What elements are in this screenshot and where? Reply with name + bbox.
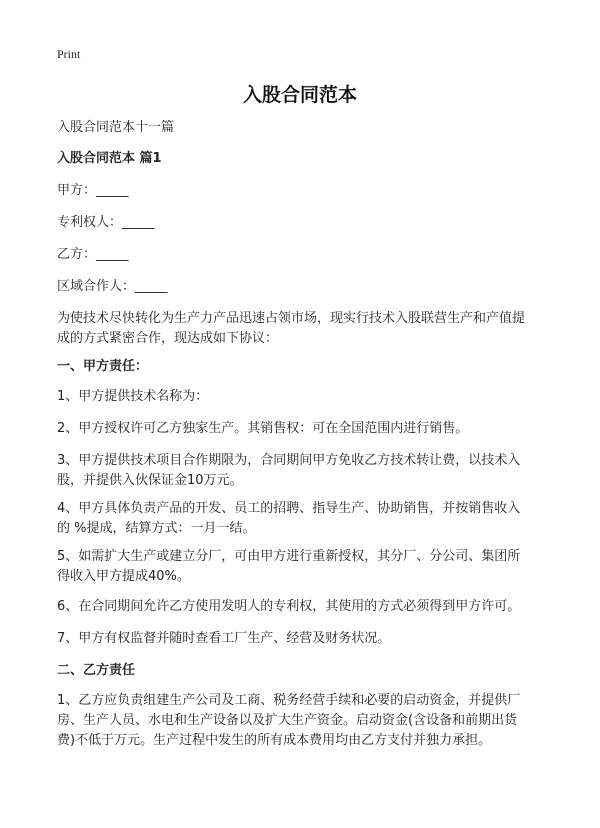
- party-a-item-5-line-2: 得收入甲方提成40%。: [57, 569, 190, 584]
- party-a-item-3-line-2: 股，并提供入伙保证金10万元。: [57, 473, 243, 488]
- party-b-item-1-line-1: 1、乙方应负责组建生产公司及工商、税务经营手续和必要的启动资金，并提供厂: [57, 693, 521, 708]
- party-a-item-7: 7、甲方有权监督并随时查看工厂生产、经营及财务状况。: [57, 631, 391, 646]
- party-line-regional: 区域合作人：_____: [57, 279, 168, 294]
- party-a-item-4-line-1: 4、甲方具体负责产品的开发、员工的招聘、指导生产、协助销售，并按销售收入: [57, 501, 521, 516]
- party-b-item-1-line-3: 费)不低于万元。生产过程中发生的所有成本费用均由乙方支付并独力承担。: [57, 733, 492, 748]
- party-line-b: 乙方：_____: [57, 247, 129, 262]
- intro-line-1: 为使技术尽快转化为生产力产品迅速占领市场，现实行技术入股联营生产和产值提: [57, 311, 526, 326]
- party-a-item-1: 1、甲方提供技术名称为：: [57, 389, 209, 404]
- page-title: 入股合同范本: [242, 84, 357, 106]
- party-b-item-1-line-2: 房、生产人员、水电和生产设备以及扩大生产资金。启动资金(含设备和前期出货: [57, 713, 518, 728]
- party-a-item-2: 2、甲方授权许可乙方独家生产。其销售权：可在全国范围内进行销售。: [57, 421, 469, 436]
- party-a-item-4-line-2: 的 %提成，结算方式：一月一结。: [57, 521, 256, 536]
- party-a-heading: 一、甲方责任：: [57, 359, 149, 374]
- party-a-item-5-line-1: 5、如需扩大生产或建立分厂，可由甲方进行重新授权，其分厂、分公司、集团所: [57, 549, 521, 564]
- section-heading: 入股合同范本 篇1: [57, 151, 162, 166]
- intro-line-2: 成的方式紧密合作，现达成如下协议：: [57, 331, 279, 346]
- party-line-a: 甲方：_____: [57, 183, 129, 198]
- party-b-heading: 二、乙方责任: [57, 663, 136, 678]
- party-a-item-6: 6、在合同期间允许乙方使用发明人的专利权，其使用的方式必须得到甲方许可。: [57, 599, 521, 614]
- party-line-patentee: 专利权人：_____: [57, 215, 155, 230]
- subtitle: 入股合同范本十一篇: [57, 120, 175, 135]
- party-a-item-3-line-1: 3、甲方提供技术项目合作期限为，合同期间甲方免收乙方技术转让费，以技术入: [57, 453, 521, 468]
- print-label[interactable]: Print: [57, 47, 81, 61]
